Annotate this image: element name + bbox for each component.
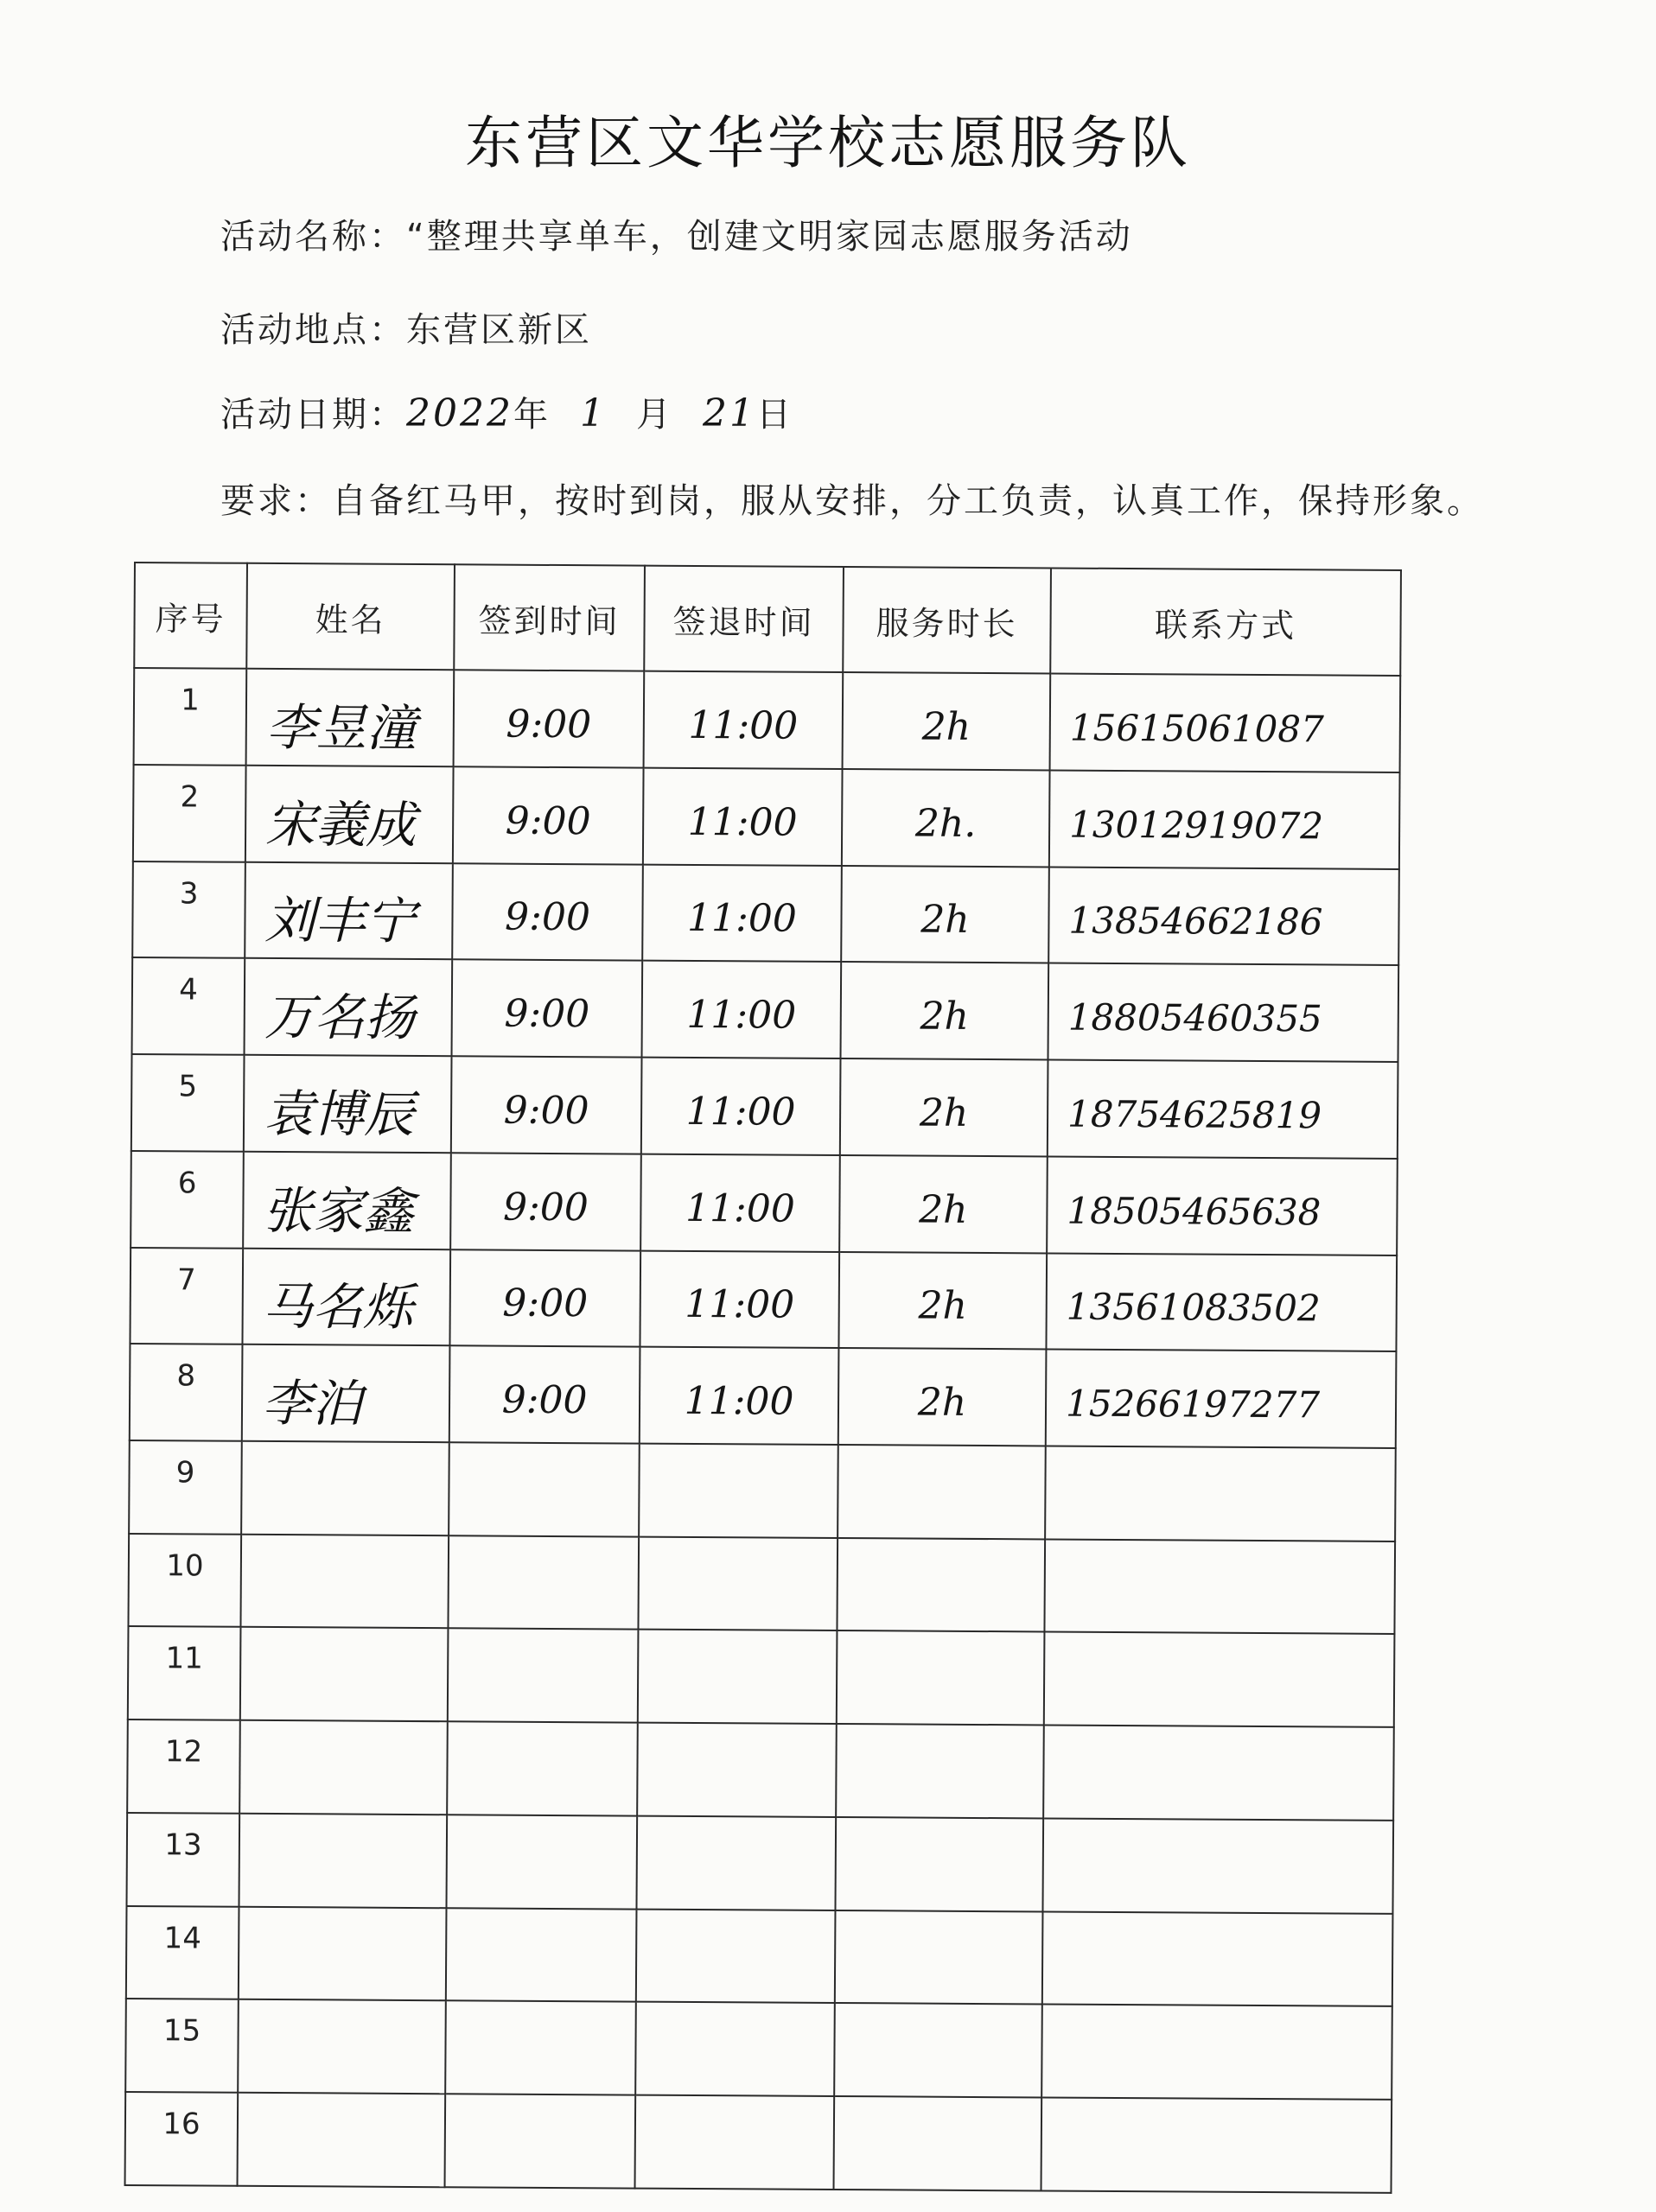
row-number: 11 (128, 1626, 241, 1720)
row-number: 12 (127, 1719, 240, 1814)
check-out-time: 11:00 (640, 1250, 839, 1348)
activity-name-line (220, 209, 1133, 258)
table-row (128, 1626, 1395, 1727)
service-hours (837, 1538, 1045, 1632)
row-number: 3 (132, 861, 245, 958)
contact-phone: 13854662186 (1048, 867, 1399, 965)
service-hours: 2h (839, 1155, 1048, 1253)
contact-phone: 13012919072 (1049, 770, 1400, 868)
check-in-time (448, 1535, 639, 1630)
service-hours: 2h (841, 866, 1049, 963)
contact-phone: 15615061087 (1050, 673, 1401, 772)
check-out-time (638, 1536, 838, 1630)
check-in-time: 9:00 (453, 766, 644, 864)
activity-date-year-unit: 年 (513, 395, 551, 435)
check-out-time (638, 1630, 838, 1724)
check-out-time: 11:00 (643, 767, 843, 865)
service-hours (837, 1630, 1045, 1725)
activity-place-line (220, 302, 592, 352)
activity-date-line (220, 387, 793, 436)
volunteer-name (239, 1814, 447, 1908)
check-in-time (446, 1908, 637, 2002)
row-number: 1 (134, 668, 247, 766)
contact-phone (1044, 1632, 1395, 1727)
check-out-time: 11:00 (640, 1347, 839, 1445)
check-in-time: 9:00 (449, 1345, 640, 1443)
contact-phone (1045, 1446, 1396, 1541)
header-name: 姓名 (246, 563, 455, 670)
service-hours (835, 1817, 1043, 1911)
volunteer-name: 袁博辰 (244, 1055, 452, 1153)
activity-date-year: 2022 (406, 391, 513, 435)
table-row (125, 2092, 1392, 2193)
requirements-line (220, 474, 1484, 523)
table-row (125, 1999, 1392, 2100)
table-row (131, 1054, 1398, 1159)
table-row (134, 668, 1401, 772)
header-check-out: 签退时间 (644, 566, 844, 672)
activity-date-label: 活动日期： (220, 395, 406, 435)
table-row (130, 1247, 1397, 1351)
row-number: 6 (131, 1151, 244, 1249)
check-out-time: 11:00 (641, 1058, 841, 1155)
contact-phone (1043, 1726, 1394, 1821)
contact-phone: 13561083502 (1046, 1253, 1397, 1351)
contact-phone: 18805460355 (1048, 963, 1398, 1062)
contact-phone (1042, 1818, 1393, 1913)
check-out-time (635, 2095, 835, 2190)
table-row (127, 1719, 1394, 1821)
volunteer-name: 马名烁 (242, 1248, 450, 1345)
check-in-time (448, 1629, 639, 1723)
check-in-time (445, 2094, 636, 2188)
activity-date-month: 1 (579, 391, 607, 435)
volunteer-name (238, 1999, 446, 2094)
activity-name-label: 活动名称： (220, 217, 406, 257)
check-out-time (635, 2002, 835, 2096)
volunteer-name: 刘丰宁 (245, 861, 453, 959)
row-number: 4 (132, 957, 245, 1055)
header-check-in: 签到时间 (454, 564, 645, 671)
row-number: 5 (131, 1054, 245, 1152)
check-in-time: 9:00 (454, 670, 645, 767)
service-hours (834, 2096, 1042, 2190)
contact-phone (1041, 2005, 1392, 2100)
check-out-time (637, 1723, 837, 1817)
volunteer-name (239, 1720, 448, 1815)
table-row (132, 957, 1399, 1062)
service-hours: 2h (840, 1058, 1048, 1156)
table-header-row (134, 563, 1401, 676)
row-number: 13 (126, 1813, 239, 1907)
requirements-value: 自备红马甲，按时到岗，服从安排，分工负责，认真工作，保持形象。 (332, 481, 1484, 521)
contact-phone: 18754625819 (1048, 1059, 1398, 1158)
page-title: 东营区文华学校志愿服务队 (465, 110, 1191, 176)
check-out-time: 11:00 (644, 671, 844, 769)
service-hours: 2h (841, 962, 1049, 1059)
volunteer-name: 李昱潼 (246, 669, 455, 766)
row-number: 14 (126, 1906, 239, 2000)
service-hours (834, 2003, 1042, 2097)
check-in-time (449, 1442, 640, 1536)
check-in-time (445, 2001, 636, 2095)
row-number: 7 (130, 1247, 243, 1344)
header-number: 序号 (134, 563, 247, 669)
table-body (125, 668, 1401, 2193)
row-number: 16 (125, 2092, 239, 2186)
activity-date-day-unit: 日 (755, 395, 793, 435)
activity-place-label: 活动地点： (220, 310, 406, 350)
check-out-time: 11:00 (642, 961, 842, 1058)
header-service-hours: 服务时长 (843, 567, 1051, 673)
table-row (130, 1344, 1397, 1448)
check-in-time: 9:00 (451, 1056, 642, 1154)
table-row (126, 1906, 1393, 2007)
service-hours: 2h (838, 1348, 1047, 1446)
contact-phone: 18505465638 (1047, 1156, 1398, 1255)
table-row (132, 861, 1399, 965)
requirements-label: 要求： (220, 481, 332, 521)
contact-phone: 15266197277 (1046, 1350, 1397, 1448)
check-in-time: 9:00 (450, 1153, 641, 1250)
row-number: 8 (130, 1344, 243, 1441)
volunteer-name (239, 1906, 447, 2000)
service-hours (838, 1445, 1046, 1539)
contact-phone (1044, 1539, 1395, 1634)
table-row (129, 1440, 1396, 1541)
service-hours: 2h (838, 1252, 1047, 1350)
volunteer-name: 万名扬 (245, 958, 453, 1056)
check-in-time: 9:00 (452, 960, 643, 1058)
contact-phone (1041, 2098, 1392, 2193)
contact-phone (1042, 1911, 1393, 2006)
service-hours (836, 1724, 1044, 1818)
activity-date-day: 21 (702, 391, 756, 435)
table-row (131, 1151, 1398, 1255)
check-in-time: 9:00 (449, 1249, 640, 1347)
check-in-time (447, 1721, 638, 1815)
volunteer-name (240, 1535, 449, 1629)
volunteer-name: 李泊 (242, 1344, 450, 1442)
check-out-time (639, 1444, 838, 1538)
service-hours: 2h. (842, 769, 1050, 867)
activity-place-value: 东营区新区 (406, 310, 592, 350)
table-row (133, 765, 1400, 869)
row-number: 10 (128, 1534, 241, 1628)
volunteer-name (240, 1627, 449, 1721)
row-number: 15 (125, 1999, 239, 2093)
activity-name-value: “整理共享单车，创建文明家园志愿服务活动 (406, 217, 1133, 257)
check-in-time (446, 1815, 637, 1909)
check-out-time: 11:00 (640, 1154, 840, 1251)
volunteer-roster-table (124, 562, 1402, 2194)
row-number: 9 (129, 1440, 242, 1535)
service-hours (835, 1910, 1043, 2005)
volunteer-name: 张家鑫 (243, 1152, 451, 1249)
table-row (126, 1813, 1393, 1914)
check-out-time: 11:00 (642, 864, 842, 962)
check-out-time (636, 1816, 836, 1910)
volunteer-name: 宋義成 (245, 766, 454, 863)
volunteer-name (241, 1441, 449, 1535)
service-hours: 2h (843, 672, 1051, 770)
volunteer-name (238, 2093, 446, 2187)
table-row (128, 1534, 1395, 1635)
row-number: 2 (133, 765, 246, 862)
activity-date-month-unit: 月 (635, 395, 673, 435)
check-in-time: 9:00 (452, 863, 643, 961)
check-out-time (636, 1909, 836, 2003)
header-contact: 联系方式 (1050, 568, 1401, 675)
